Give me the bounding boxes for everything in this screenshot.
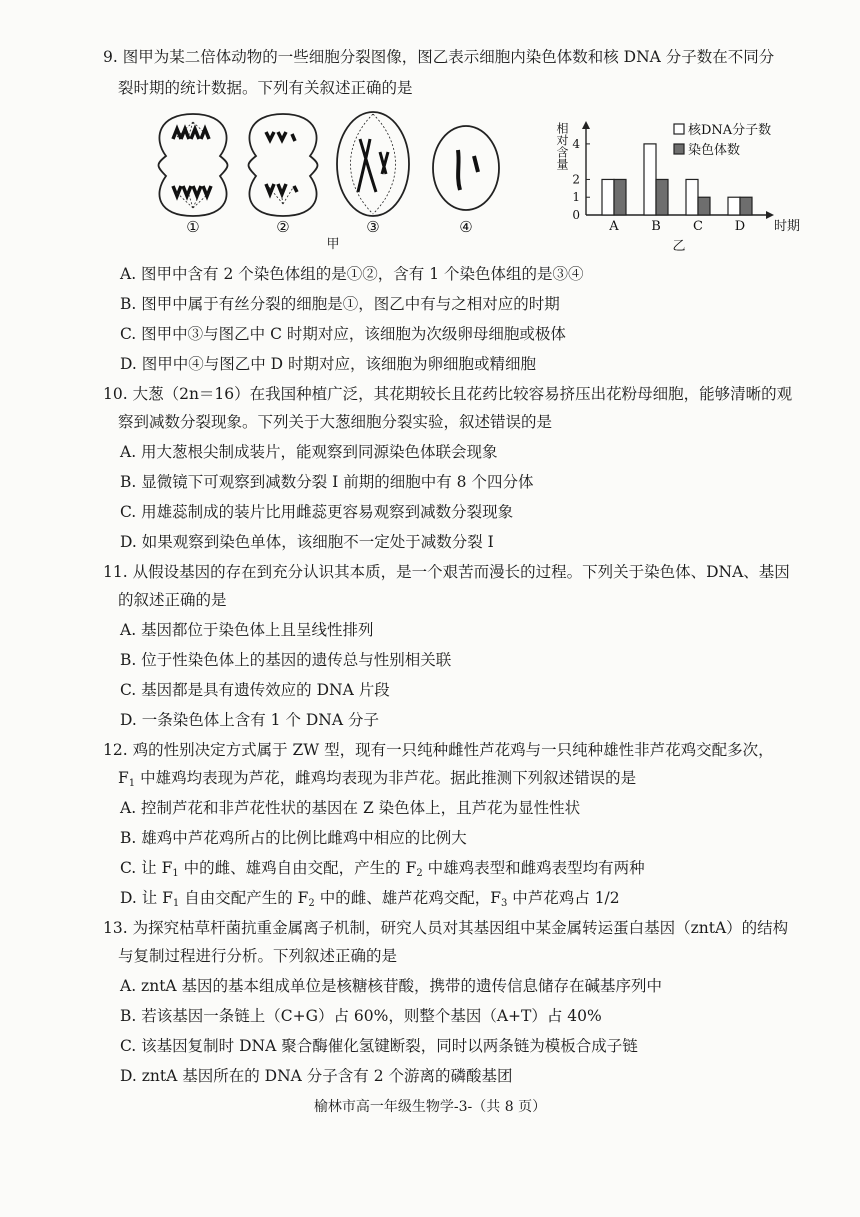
y-axis-label: 相对含量 bbox=[555, 122, 569, 170]
bar-A-dna bbox=[602, 179, 614, 215]
y-tick-label: 1 bbox=[572, 190, 580, 205]
cell-1-chromosomes bbox=[173, 129, 211, 196]
figure-yi-caption: 乙 bbox=[672, 239, 686, 254]
bar-D-dna bbox=[728, 197, 740, 215]
cell-3-chromosomes bbox=[358, 139, 388, 192]
q9-option-b: B. 图甲中属于有丝分裂的细胞是①，图乙中有与之相对应的时期 bbox=[120, 295, 560, 313]
q9-stem-line2: 裂时期的统计数据。下列有关叙述正确的是 bbox=[118, 79, 413, 97]
q10-option-c: C. 用雄蕊制成的装片比用雌蕊更容易观察到减数分裂现象 bbox=[120, 503, 514, 521]
q9-stem-line1: 9. 图甲为某二倍体动物的一些细胞分裂图像，图乙表示细胞内染色体数和核 DNA 分子数在不同分 bbox=[103, 48, 775, 66]
q11-option-d: D. 一条染色体上含有 1 个 DNA 分子 bbox=[120, 711, 379, 729]
q13-stem-line2: 与复制过程进行分析。下列叙述正确的是 bbox=[118, 947, 398, 965]
q10-stem-line2: 察到减数分裂现象。下列关于大葱细胞分裂实验，叙述错误的是 bbox=[118, 413, 553, 431]
y-tick-label: 2 bbox=[572, 172, 580, 187]
q11-stem-line1: 11. 从假设基因的存在到充分认识其本质，是一个艰苦而漫长的过程。下列关于染色体、DNA、基因 bbox=[103, 563, 790, 581]
q12-stem-line2: $F_1$ 中雄鸡均表现为芦花，雌鸡均表现为非芦花。据此推测下列叙述错误的是 bbox=[118, 769, 637, 789]
x-tick-label: B bbox=[651, 219, 661, 234]
q12-stem-line1: 12. 鸡的性别决定方式属于 ZW 型，现有一只纯种雌性芦花鸡与一只纯种雄性非芦花鸡交配多次， bbox=[103, 741, 774, 759]
cell-4-chromosomes bbox=[458, 150, 478, 190]
cell-4-membrane bbox=[433, 126, 499, 210]
cell-3-membrane bbox=[337, 112, 409, 216]
q11-stem-line2: 的叙述正确的是 bbox=[118, 591, 227, 609]
cell-2-membrane bbox=[249, 114, 318, 216]
legend-label-1: 染色体数 bbox=[688, 143, 741, 158]
q13-option-d: D. zntA 基因所在的 DNA 分子含有 2 个游离的磷酸基团 bbox=[120, 1067, 513, 1085]
legend-swatch-1 bbox=[674, 144, 684, 154]
q13-option-c: C. 该基因复制时 DNA 聚合酶催化氢键断裂，同时以两条链为模板合成子链 bbox=[120, 1037, 638, 1055]
cell-label-3: ③ bbox=[366, 218, 380, 236]
figure-jia bbox=[148, 104, 518, 254]
figure-jia-caption: 甲 bbox=[326, 237, 340, 252]
figure-yi-chart bbox=[550, 112, 810, 254]
q11-option-b: B. 位于性染色体上的基因的遗传总与性别相关联 bbox=[120, 651, 452, 669]
x-tick-label: A bbox=[609, 219, 619, 234]
x-tick-label: C bbox=[693, 219, 703, 234]
q10-option-d: D. 如果观察到染色单体，该细胞不一定处于减数分裂 I bbox=[120, 533, 494, 551]
x-axis-label: 时期 bbox=[774, 219, 801, 234]
bar-B-dna bbox=[644, 144, 656, 215]
bar-D-chromosome bbox=[740, 197, 752, 215]
x-tick-label: D bbox=[734, 219, 746, 234]
q11-option-c: C. 基因都是具有遗传效应的 DNA 片段 bbox=[120, 681, 390, 699]
cell-label-1: ① bbox=[186, 218, 200, 236]
x-axis-arrow bbox=[766, 211, 774, 219]
cell-label-4: ④ bbox=[459, 218, 473, 236]
page-footer: 榆林市高一年级生物学-3-（共 8 页） bbox=[313, 1099, 547, 1115]
q13-option-a: A. zntA 基因的基本组成单位是核糖核苷酸，携带的遗传信息储存在碱基序列中 bbox=[120, 977, 663, 995]
cell-2-chromosomes bbox=[266, 132, 297, 194]
q11-option-a: A. 基因都位于染色体上且呈线性排列 bbox=[120, 621, 374, 639]
y-axis-arrow bbox=[582, 121, 590, 129]
bar-C-dna bbox=[686, 179, 698, 215]
q10-stem-line1: 10. 大葱（2n＝16）在我国种植广泛，其花期较长且花药比较容易挤压出花粉母细胞，能够清晰的观 bbox=[103, 385, 793, 403]
q9-option-d: D. 图甲中④与图乙中 D 时期对应，该细胞为卵细胞或精细胞 bbox=[120, 355, 537, 373]
cell-label-2: ② bbox=[276, 218, 290, 236]
q9-option-a: A. 图甲中含有 2 个染色体组的是①②，含有 1 个染色体组的是③④ bbox=[120, 265, 584, 283]
bar-B-chromosome bbox=[656, 179, 668, 215]
y-tick-label: 0 bbox=[572, 208, 580, 222]
q10-option-a: A. 用大葱根尖制成装片，能观察到同源染色体联会现象 bbox=[120, 443, 498, 461]
legend-label-0: 核DNA分子数 bbox=[688, 123, 772, 138]
y-tick-label: 4 bbox=[572, 136, 580, 151]
legend-swatch-0 bbox=[674, 124, 684, 134]
q12-option-a: A. 控制芦花和非芦花性状的基因在 Z 染色体上，且芦花为显性性状 bbox=[120, 799, 581, 817]
bar-C-chromosome bbox=[698, 197, 710, 215]
q12-option-c: C. 让 $F_1$ 中的雌、雄鸡自由交配，产生的 $F_2$ 中雄鸡表型和雌鸡表型均有两种 bbox=[120, 859, 645, 879]
q9-option-c: C. 图甲中③与图乙中 C 时期对应，该细胞为次级卵母细胞或极体 bbox=[120, 325, 566, 343]
q12-option-b: B. 雄鸡中芦花鸡所占的比例比雌鸡中相应的比例大 bbox=[120, 829, 467, 847]
q13-stem-line1: 13. 为探究枯草杆菌抗重金属离子机制，研究人员对其基因组中某金属转运蛋白基因（zntA）的结构 bbox=[103, 919, 789, 937]
q12-option-d: D. 让 $F_1$ 自由交配产生的 $F_2$ 中的雌、雄芦花鸡交配，$F_3$ 中芦花鸡占 1/2 bbox=[120, 889, 620, 909]
q13-option-b: B. 若该基因一条链上（C+G）占 60%，则整个基因（A+T）占 40% bbox=[120, 1007, 602, 1025]
q10-option-b: B. 显微镜下可观察到减数分裂 I 前期的细胞中有 8 个四分体 bbox=[120, 473, 534, 491]
bar-A-chromosome bbox=[614, 179, 626, 215]
